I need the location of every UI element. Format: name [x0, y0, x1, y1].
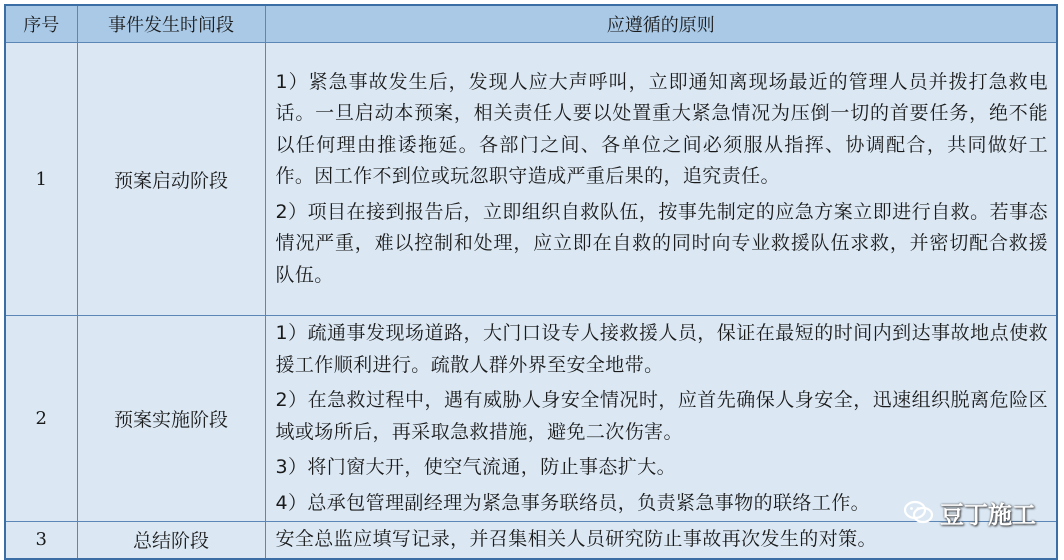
row-phase: 预案实施阶段 [77, 316, 265, 522]
principle-item: 1）紧急事故发生后，发现人应大声呼叫，立即通知离现场最近的管理人员并拨打急救电话。一旦启动本预案，相关责任人要以处置重大紧急情况为压倒一切的首要任务，绝不能以任何理由推诿拖延。各部门之间、各单位之间必须服从指挥、协调配合，共同做好工作。因工作不到位或玩忽职守造成严重后果的，追究责任。 [275, 70, 1048, 188]
header-row [5, 5, 1057, 43]
row-principles [265, 43, 1057, 316]
header-phase: 事件发生时间段 [77, 5, 265, 43]
row-phase: 总结阶段 [77, 522, 265, 559]
row-number: 3 [5, 522, 77, 559]
principle-item: 4）总承包管理副经理为紧急事务联络员，负责紧急事物的联络工作。 [275, 491, 870, 514]
row-number: 1 [5, 43, 77, 316]
principle-item: 安全总监应填写记录，并召集相关人员研究防止事故再次发生的对策。 [275, 528, 877, 550]
table-row [5, 522, 1057, 559]
emergency-principles-table [4, 4, 1058, 560]
row-phase: 预案启动阶段 [77, 43, 265, 316]
row-principles [265, 522, 1057, 559]
table-row [5, 316, 1057, 522]
header-number: 序号 [5, 5, 77, 43]
watermark-text: 豆丁施工 [940, 501, 1036, 529]
header-principles: 应遵循的原则 [265, 5, 1057, 43]
principle-item: 2）在急救过程中，遇有威胁人身安全情况时，应首先确保人身安全，迅速组织脱离危险区域或场所后，再采取急救措施，避免二次伤害。 [275, 389, 1048, 443]
row-number: 2 [5, 316, 77, 522]
table-row [5, 43, 1057, 316]
principle-item: 1）疏通事发现场道路，大门口设专人接救援人员，保证在最短的时间内到达事故地点使救援工作顺利进行。疏散人群外界至安全地带。 [275, 322, 1048, 376]
row-principles [265, 316, 1057, 522]
principle-item: 3）将门窗大开，使空气流通，防止事态扩大。 [275, 456, 676, 478]
principle-item: 2）项目在接到报告后，立即组织自救队伍，按事先制定的应急方案立即进行自救。若事态情况严重，难以控制和处理，应立即在自救的同时向专业救援队伍求救，并密切配合救援队伍。 [275, 200, 1048, 286]
